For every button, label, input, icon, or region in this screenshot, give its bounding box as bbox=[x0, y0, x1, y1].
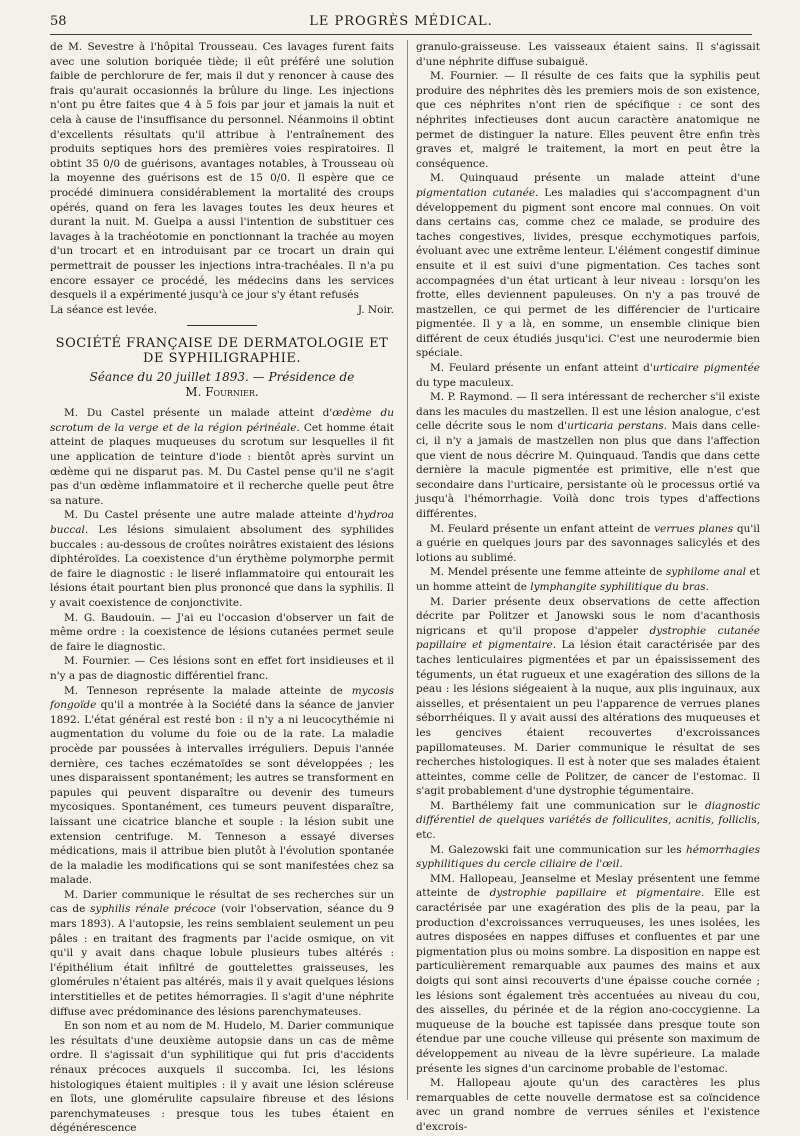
paragraph: granulo-graisseuse. Les vaisseaux étaient sains. Il s'agissait d'une néphrite diffuse subaiguë. bbox=[416, 41, 760, 68]
paragraph: M. Fournier. — Ces lésions sont en effet fort insidieuses et il n'y a pas de diagnostic différentiel franc. bbox=[50, 655, 394, 682]
paragraph: M. Feulard présente un enfant atteint de verrues planes qu'il a guérie en quelques jours par des savonnages salicylés et des lotions au sublimé. bbox=[416, 522, 760, 564]
paragraph: M. Du Castel présente une autre malade atteinte d'hydroa buccal. Les lésions simulaient absolument des syphilides buccales : au-dessous de croûtes noirâtres existaient des lésions diphtéroïdes. La coexistence d'un érythème polymorphe permit de faire le diagnostic : le liseré inflammatoire qui entourait les lésions était pourtant bien plus prononcé que dans la syphilis. Il y avait coexistence de conjonctivite. bbox=[50, 509, 394, 609]
section-divider bbox=[187, 325, 257, 326]
paragraph: M. Tenneson représente la malade atteinte de mycosis fongoïde qu'il a montrée à la Société dans la séance de janvier 1892. L'état général est resté bon : il n'y a ni leucocythémie ni augmentation du volume du foie ou de la rate. La maladie procède par poussées à intervalles irréguliers. Depuis l'année dernière, ces taches eczématoïdes se sont développées ; les unes disparaissent spontanément; les autres se transforment en papules qui peuvent disparaître ou devenir des tumeurs mycosiques. Spontanément, ces tumeurs peuvent disparaître, laissant une cicatrice blanche et souple : la lésion subit une extension centrifuge. M. Tenneson a essayé diverses médications, mais il attribue bien plutôt à l'évolution spontanée de la maladie les modifications qui se sont manifestées chez sa malade. bbox=[50, 684, 394, 887]
closing-text: La séance est levée. bbox=[50, 303, 158, 316]
paragraph: de M. Sevestre à l'hôpital Trousseau. Ces lavages furent faits avec une solution boriquée tiède; il eût préféré une solution faible de perchlorure de fer, mais il dut y renoncer à cause des frais qu'aurait occasionnés la brûlure du linge. Les injections n'ont pu être faites que 4 à 5 fois par jour et jamais la nuit et cela à cause de l'insuffisance du personnel. Néanmoins il obtint d'excellents résultats qu'il attribue à l'entraînement des produits septiques hors des premières voies respiratoires. Il obtint 35 0/0 de guérisons, avantages notables, à Trousseau où la moyenne des guérisons est de 15 0/0. Il espère que ce procédé diminuera considérablement la mortalité des croups opérés, quand on fera les lavages toutes les deux heures et durant la nuit. M. Guelpa a aussi l'intention de substituer ces lavages à la trachéotomie en ponctionnant la trachée au moyen d'un trocart et en introduisant par ce trocart un drain qui permettrait de pousser les injections intra-trachéales. Il n'a pu encore essayer ce procédé, les médecins dans les services desquels il a expérimenté jusqu'à ce jour s'y étant refusés bbox=[50, 41, 394, 302]
paragraph: M. P. Raymond. — Il sera intéressant de rechercher s'il existe dans les macules du mastzellen. Il est une lésion analogue, c'est celle décrite sous le nom d'urticaria perstans. Mais dans celle-ci, il n'y a jamais de mastzellen non plus que dans l'affection que vient de nous décrire M. Quinquaud. Tandis que dans cette dernière la macule pigmentée est primitive, elle n'est que secondaire dans l'urticaire, persistante où le processus ortié va jusqu'à l'hémorrhagie. Voilà donc trois types d'affections différentes. bbox=[416, 391, 761, 520]
paragraph: M. Darier présente deux observations de cette affection décrite par Politzer et Janowski sous le nom d'acanthosis nigricans et qu'il propose d'appeler dystrophie cutanée papillaire et pigmentaire. La lésion était caractérisée par des taches lenticulaires pigmentées et par un épaississement des téguments, un état rugueux et une exagération des sillons de la peau : les lésions siégeaient à la nuque, aux plis inguinaux, aux aisselles, et présentaient un peu l'apparence de verrues planes séborrhéiques. Il y avait aussi des altérations des muqueuses et les gencives étaient recouvertes d'excroissances papillomateuses. M. Darier communique le résultat de ses recherches histologiques. Il est à noter que ses malades étaient atteintes, comme celle de Politzer, de cancer de l'estomac. Il s'agit probablement d'une dystrophie tégumentaire. bbox=[416, 595, 761, 798]
session-closing bbox=[50, 303, 394, 318]
paragraph: M. G. Baudouin. — J'ai eu l'occasion d'observer un fait de même ordre : la coexistence de lésions cutanées permet seule de faire le diagnostic. bbox=[50, 611, 394, 653]
paragraph: M. Barthélemy fait une communication sur le diagnostic différentiel de quelques variétés de folliculites, acnitis, folliclis, etc. bbox=[416, 799, 760, 842]
paragraph: M. Quinquaud présente un malade atteint d'une pigmentation cutanée. Les maladies qui s'accompagnent d'un développement du pigment sont encore mal connues. On voit dans certains cas, comme chez ce malade, se produire des taches congestives, livides, presque ecchymotiques parfois, évoluant avec une extrême lenteur. L'élément congestif diminue ensuite et il est suivi d'une pigmentation. Ces taches sont accompagnées d'un état urticant à leur niveau : lorsqu'on les frotte, elles deviennent papuleuses. On n'y a pas trouvé de mastzellen, ce qui permet de les différencier de l'urticaire pigmentée. Il y a là, en somme, un ensemble clinique bien différent de ceux étudiés jusqu'ici. C'est une neurodermie bien spéciale. bbox=[416, 172, 760, 360]
right-column bbox=[416, 40, 761, 1133]
paragraph: MM. Hallopeau, Jeanselme et Meslay présentent une femme atteinte de dystrophie papillaire et pigmentaire. Elle est caractérisée par une exagération des plis de la peau, par la production d'excroissances verruqueuses, les unes isolées, les autres disposées en nappes diffuses et confluentes et par une pigmentation plus ou moins sombre. La disposition en nappe est particulièrement remarquable aux paumes des mains et aux doigts qui sont ainsi recouverts d'une épaisse couche cornée ; les lésions sont également très accentuées au niveau du cou, des aisselles, du périnée et de la région ano-coccygienne. La muqueuse de la bouche est tapissée dans presque toute son étendue par une couche villeuse qui présente son maximum de développement au niveau de la lèvre supérieure. La malade présente les signes d'un carcinome probable de l'estomac. bbox=[416, 872, 761, 1075]
author-signature: J. Noir. bbox=[357, 303, 394, 316]
paragraph: En son nom et au nom de M. Hudelo, M. Darier communique les résultats d'une deuxième autopsie dans un cas de même ordre. Il s'agissait d'un syphilitique qui fut pris d'accidents rénaux précoces auxquels il succomba. Ici, les lésions histologiques étaient multiples : il y avait une lésion scléreuse en îlots, une glomérulite capsulaire fibreuse et des lésions parenchymateuses : presque tous les tubes étaient en dégénérescence bbox=[50, 1020, 394, 1135]
paragraph: M. Mendel présente une femme atteinte de syphilome anal et un homme atteint de lymphangite syphilitique du bras. bbox=[416, 566, 760, 593]
session-president: M. Fournier. bbox=[185, 385, 259, 400]
journal-title: LE PROGRÈS MÉDICAL. bbox=[309, 14, 493, 29]
session-info bbox=[50, 370, 394, 400]
page-number: 58 bbox=[50, 14, 67, 29]
section-heading: SOCIÉTÉ FRANÇAISE DE DERMATOLOGIE ET DE SYPHILIGRAPHIE. bbox=[55, 336, 389, 367]
column-rule bbox=[407, 40, 408, 1100]
paragraph: M. Feulard présente un enfant atteint d'urticaire pigmentée du type maculeux. bbox=[416, 362, 761, 389]
paragraph: M. Galezowski fait une communication sur les hémorrhagies syphilitiques du cercle ciliaire de l'œil. bbox=[416, 843, 760, 871]
paragraph: M. Du Castel présente un malade atteint d'œdème du scrotum de la verge et de la région périnéale. Cet homme était atteint de plaques muqueuses du scrotum sur lesquelles il fit une application de teinture d'iode : bientôt après survint un œdème qui ne disparut pas. M. Du Castel pense qu'il ne s'agit pas d'un œdème inflammatoire et il recherche quelle peut être sa nature. bbox=[50, 407, 395, 507]
paragraph: M. Hallopeau ajoute qu'un des caractères les plus remarquables de cette nouvelle dermatose est sa coïncidence avec un grand nombre de verrues séniles et l'existence d'excrois- bbox=[416, 1077, 760, 1133]
paragraph: M. Darier communique le résultat de ses recherches sur un cas de syphilis rénale précoce (voir l'observation, séance du 9 mars 1893). A l'autopsie, les reins semblaient seulement un peu pâles : en traitant des fragments par l'acide osmique, on vit qu'il y avait dans chaque lobule plusieurs tubes altérés : l'épithélium était infiltré de gouttelettes graisseuses, les glomérules n'étaient pas altérés, mais il y avait quelques lésions interstitielles et de petites hémorragies. Il s'agit d'une néphrite diffuse avec prédominance des lésions parenchymateuses. bbox=[50, 888, 394, 1018]
session-date: Séance du 20 juillet 1893. — Présidence de bbox=[89, 370, 355, 385]
left-column bbox=[50, 40, 395, 1135]
running-head bbox=[50, 14, 752, 35]
paragraph: M. Fournier. — Il résulte de ces faits que la syphilis peut produire des néphrites dès les premiers mois de son existence, que ces néphrites n'ont rien de spécifique : ce sont des néphrites infectieuses dont aucun caractère anatomique ne permet de distinguer la nature. Elles peuvent être enfin très graves et, malgré le traitement, la mort en peut être la conséquence. bbox=[416, 70, 760, 170]
